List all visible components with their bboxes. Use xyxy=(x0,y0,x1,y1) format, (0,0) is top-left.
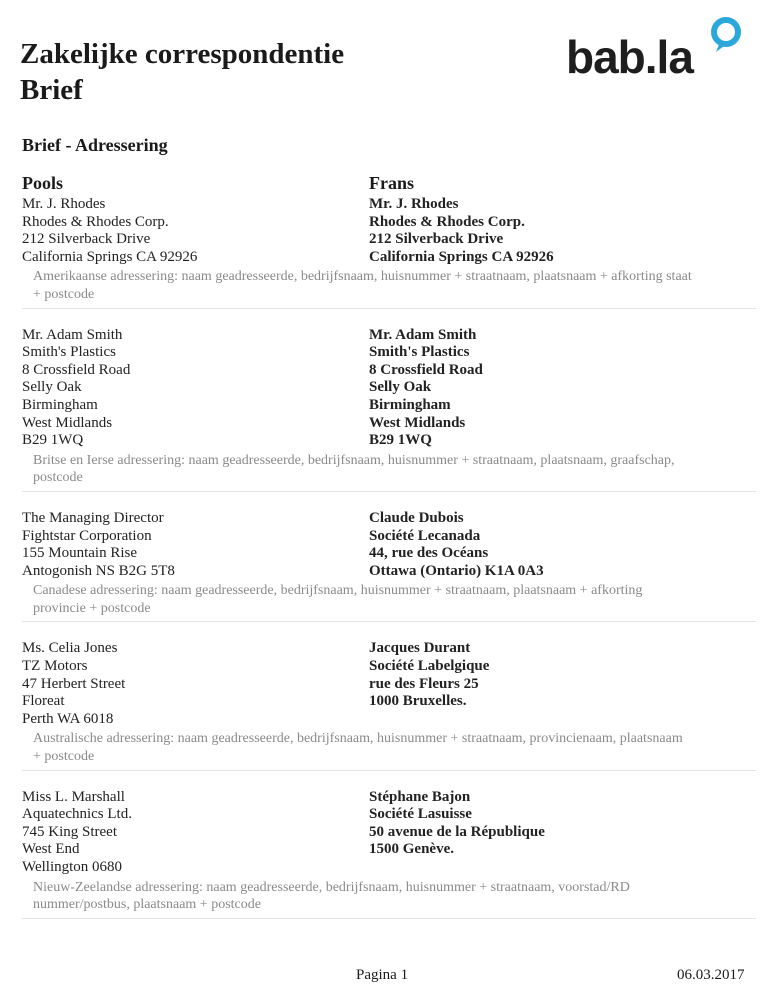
page-title-line1: Zakelijke correspondentie xyxy=(20,38,345,70)
address-columns xyxy=(22,327,756,450)
source-address-line: The Managing Director xyxy=(22,509,164,526)
note-line: postcode xyxy=(33,470,83,486)
target-address xyxy=(369,640,489,728)
source-address xyxy=(22,196,369,266)
source-address xyxy=(22,510,369,580)
source-address-line: Wellington 0680 xyxy=(22,859,123,875)
target-address-line: 50 avenue de la République xyxy=(369,823,545,840)
address-entry xyxy=(22,510,756,623)
page-title-line2: Brief xyxy=(20,74,83,106)
address-format-note xyxy=(33,730,756,765)
address-entry xyxy=(22,196,756,309)
babla-logo xyxy=(566,16,750,83)
entry-separator xyxy=(22,621,756,622)
target-address-line: Stéphane Bajon xyxy=(369,788,471,805)
page-number: Pagina 1 xyxy=(356,967,409,983)
logo-wordmark: bab.la xyxy=(566,31,693,83)
source-address-line: Mr. J. Rhodes xyxy=(22,196,106,212)
document-date: 06.03.2017 xyxy=(677,967,745,983)
source-address-line: B29 1WQ xyxy=(22,432,84,449)
address-format-note xyxy=(33,582,756,617)
target-address xyxy=(369,510,544,580)
column-heading-target: Frans xyxy=(369,173,414,193)
target-address-line: Selly Oak xyxy=(369,379,432,396)
note-line: nummer/postbus, plaatsnaam + postcode xyxy=(33,897,261,913)
target-address-line: Mr. Adam Smith xyxy=(369,326,477,343)
source-address-line: Rhodes & Rhodes Corp. xyxy=(22,213,169,230)
target-address-line: 1000 Bruxelles. xyxy=(369,693,467,710)
source-address-line: West End xyxy=(22,841,80,858)
source-address xyxy=(22,327,369,450)
target-address xyxy=(369,196,554,266)
note-line: + postcode xyxy=(33,749,95,765)
target-address-line: Smith's Plastics xyxy=(369,344,470,361)
note-line: Britse en Ierse adressering: naam geadresseerde, bedrijfsnaam, huisnummer + straatnaam, plaatsnaam, graafschap, xyxy=(33,452,675,468)
target-address-line: Mr. J. Rhodes xyxy=(369,196,459,212)
entry-separator xyxy=(22,308,756,309)
source-address-line: 8 Crossfield Road xyxy=(22,361,131,378)
source-address-line: TZ Motors xyxy=(22,658,88,675)
target-address-line: West Midlands xyxy=(369,414,466,431)
target-address-line: Société Lecanada xyxy=(369,527,481,544)
address-format-note xyxy=(33,452,756,487)
address-entry xyxy=(22,640,756,770)
note-line: provincie + postcode xyxy=(33,600,151,616)
source-address-line: Ms. Celia Jones xyxy=(22,640,118,657)
target-address-line: Ottawa (Ontario) K1A 0A3 xyxy=(369,562,544,579)
entry-separator xyxy=(22,918,756,919)
source-address-line: California Springs CA 92926 xyxy=(22,248,198,265)
source-address-line: 212 Silverback Drive xyxy=(22,231,151,248)
target-address-line: 44, rue des Océans xyxy=(369,545,489,562)
address-columns xyxy=(22,510,756,580)
address-entries xyxy=(22,196,756,937)
note-line: Australische adressering: naam geadresseerde, bedrijfsnaam, huisnummer + straatnaam, provincienaam, plaatsnaam xyxy=(33,731,683,747)
address-format-note xyxy=(33,879,756,914)
target-address-line: 212 Silverback Drive xyxy=(369,231,504,248)
entry-separator xyxy=(22,491,756,492)
document-header xyxy=(20,36,344,108)
target-address xyxy=(369,789,545,877)
address-columns xyxy=(22,196,756,266)
target-address-line: Jacques Durant xyxy=(369,640,471,657)
source-address-line: Antogonish NS B2G 5T8 xyxy=(22,562,175,579)
target-address-line: Birmingham xyxy=(369,396,451,413)
source-address xyxy=(22,789,369,877)
entry-separator xyxy=(22,770,756,771)
note-line: Canadese adressering: naam geadresseerde, bedrijfsnaam, huisnummer + straatnaam, plaatsnaam + afkorting xyxy=(33,583,643,599)
source-address-line: Mr. Adam Smith xyxy=(22,326,123,343)
source-address-line: Aquatechnics Ltd. xyxy=(22,806,132,823)
source-address-line: Floreat xyxy=(22,693,65,710)
address-columns xyxy=(22,640,756,728)
target-address-line: 8 Crossfield Road xyxy=(369,361,483,378)
source-address-line: Selly Oak xyxy=(22,379,82,396)
note-line: Amerikaanse adressering: naam geadresseerde, bedrijfsnaam, huisnummer + straatnaam, plaatsnaam + afkorting staat xyxy=(33,269,692,285)
address-entry xyxy=(22,327,756,492)
source-address xyxy=(22,640,369,728)
source-address-line: Miss L. Marshall xyxy=(22,788,125,805)
target-address-line: Rhodes & Rhodes Corp. xyxy=(369,213,525,230)
note-line: Nieuw-Zeelandse adressering: naam geadresseerde, bedrijfsnaam, huisnummer + straatnaam, voorstad/RD xyxy=(33,879,630,895)
speech-bubble-icon xyxy=(706,16,746,56)
source-address-line: Smith's Plastics xyxy=(22,344,116,361)
address-entry xyxy=(22,789,756,919)
target-address-line: 1500 Genève. xyxy=(369,841,454,858)
target-address xyxy=(369,327,483,450)
source-address-line: 745 King Street xyxy=(22,823,117,840)
source-address-line: 47 Herbert Street xyxy=(22,675,126,692)
target-address-line: Société Lasuisse xyxy=(369,806,472,823)
target-address-line: Claude Dubois xyxy=(369,509,464,526)
target-address-line: rue des Fleurs 25 xyxy=(369,675,479,692)
source-address-line: West Midlands xyxy=(22,414,113,431)
source-address-line: Fightstar Corporation xyxy=(22,527,152,544)
source-address-line: Birmingham xyxy=(22,396,98,413)
column-heading-source: Pools xyxy=(22,173,64,193)
target-address-line: B29 1WQ xyxy=(369,432,432,449)
source-address-line: Perth WA 6018 xyxy=(22,710,114,727)
note-line: + postcode xyxy=(33,286,95,302)
address-columns xyxy=(22,789,756,877)
target-address-line: Société Labelgique xyxy=(369,658,490,675)
address-format-note xyxy=(33,268,756,303)
section-title: Brief - Adressering xyxy=(22,135,168,155)
source-address-line: 155 Mountain Rise xyxy=(22,545,137,562)
target-address-line: California Springs CA 92926 xyxy=(369,248,554,265)
